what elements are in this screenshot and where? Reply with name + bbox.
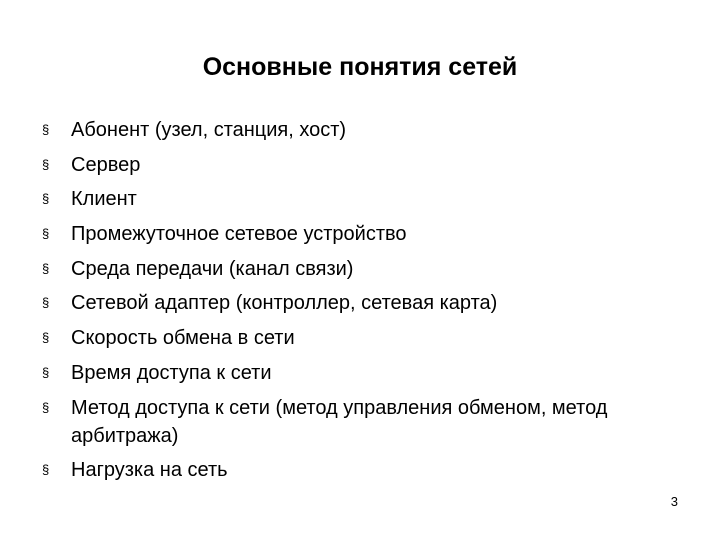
bullet-text: Время доступа к сети bbox=[71, 361, 272, 384]
bullet-marker-icon: § bbox=[42, 156, 50, 172]
bullet-marker-icon: § bbox=[42, 191, 50, 207]
bullet-item bbox=[42, 359, 682, 387]
bullet-marker-icon: § bbox=[42, 260, 50, 276]
bullet-item bbox=[42, 220, 682, 248]
bullet-item bbox=[42, 456, 682, 484]
bullet-item bbox=[42, 151, 682, 179]
bullet-list bbox=[42, 116, 682, 491]
bullet-item bbox=[42, 394, 682, 450]
bullet-marker-icon: § bbox=[42, 122, 50, 137]
page-number: 3 bbox=[670, 494, 678, 509]
bullet-marker-icon: § bbox=[42, 226, 50, 242]
bullet-item bbox=[42, 185, 682, 213]
bullet-item bbox=[42, 116, 682, 144]
bullet-text: Среда передачи (канал связи) bbox=[71, 257, 354, 280]
bullet-text: Абонент (узел, станция, хост) bbox=[71, 119, 347, 141]
bullet-item bbox=[42, 324, 682, 352]
bullet-text: Сетевой адаптер (контроллер, сетевая карта) bbox=[71, 292, 498, 315]
slide-title: Основные понятия сетей bbox=[202, 53, 518, 81]
bullet-text: Промежуточное сетевое устройство bbox=[71, 223, 407, 246]
bullet-marker-icon: § bbox=[42, 295, 50, 311]
bullet-marker-icon: § bbox=[42, 330, 50, 346]
bullet-text: Метод доступа к сети (метод управления обменом, метод арбитража) bbox=[71, 396, 608, 447]
bullet-text: Клиент bbox=[71, 188, 137, 211]
bullet-text: Нагрузка на сеть bbox=[71, 459, 228, 482]
bullet-item bbox=[42, 289, 682, 317]
bullet-marker-icon: § bbox=[42, 364, 50, 380]
bullet-marker-icon: § bbox=[42, 399, 50, 415]
bullet-text: Сервер bbox=[71, 153, 141, 176]
bullet-marker-icon: § bbox=[42, 462, 50, 478]
bullet-text: Скорость обмена в сети bbox=[71, 327, 295, 350]
bullet-item bbox=[42, 255, 682, 283]
